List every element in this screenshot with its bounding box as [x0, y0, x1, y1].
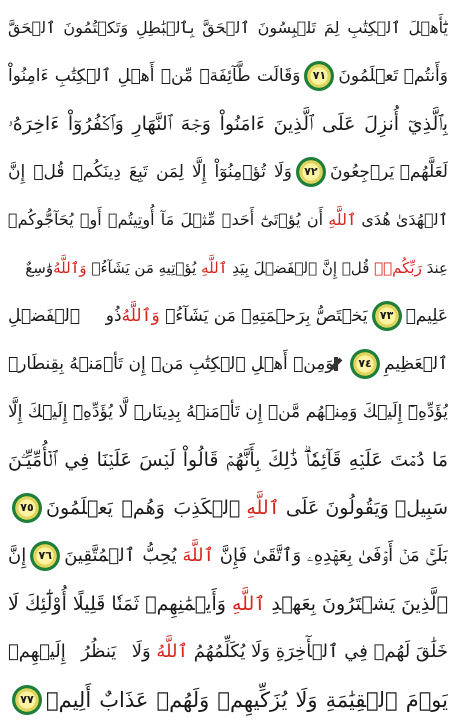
verse-text: يُؤَدِّهِۦٓ إِلَيۡكَ وَمِنۡهُم مَّنۡ إِن تَأۡمَنۡهُ بِدِينَارٖ لَّا يُؤَدِّهِۦٓ إِلَيۡكَ إِلَّا: [8, 402, 448, 422]
verse-text: بِٱلَّذِيٓ أُنزِلَ عَلَى ٱلَّذِينَ ءَامَنُواْ وَجۡهَ ٱلنَّهَارِ وَٱكۡفُرُوٓاْ ءَاخِرَهُۥ: [8, 113, 448, 135]
text-line-10: [8, 438, 448, 482]
verse-text: يَخۡتَصُّ بِرَحۡمَتِهِۦ مَن يَشَآءُۗ: [165, 306, 368, 326]
verse-text: يُحِبُّ ٱلۡمُتَّقِينَ: [64, 545, 177, 566]
text-line-8: [8, 342, 448, 386]
verse-text: ٱلۡعَظِيمِ: [384, 354, 448, 374]
verse-text: ذُو ٱلۡفَضۡلِ: [8, 306, 122, 326]
text-line-6: [8, 246, 448, 290]
verse-text: بَلَىٰۚ مَنۡ أَوۡفَىٰ بِعَهۡدِهِۦ وَٱتَّقَىٰ فَإِنَّ: [219, 545, 448, 566]
text-line-4: [8, 150, 448, 194]
verse-text: عِندَ: [426, 259, 448, 277]
verse-text: ٱلَّذِينَ يَشۡتَرُونَ بِعَهۡدِ: [271, 593, 448, 615]
verse-text: يُؤۡتِيهِ مَن يَشَآءُۗ: [91, 259, 197, 277]
text-line-14: [8, 630, 448, 674]
hizb-star-icon: [340, 355, 341, 373]
verse-text: قُلۡ إِنَّ ٱلۡفَضۡلَ بِيَدِ: [232, 259, 370, 277]
divine-name: ٱللَّهِ: [328, 210, 357, 229]
divine-name: وَٱللَّهُ: [121, 306, 160, 326]
divine-name: ٱللَّهِ: [231, 593, 266, 615]
verse-text: وَٰسِعٌ: [25, 259, 54, 277]
verse-text: وَأَنتُمۡ تَعۡلَمُونَ: [338, 66, 448, 86]
text-line-11: [8, 486, 448, 530]
text-line-9: [8, 390, 448, 434]
verse-text: أَن يُؤۡتَىٰٓ أَحَدٞ مِّثۡلَ مَآ أُوتِيتُمۡ أَوۡ يُحَآجُّوكُمۡ: [8, 210, 324, 229]
text-line-2: [8, 54, 448, 98]
ayah-number-marker: ٧٤: [350, 349, 380, 379]
divine-name: ٱللَّهُ: [156, 641, 189, 662]
text-line-13: [8, 582, 448, 626]
verse-text: وَقَالَت طَّآئِفَةٞ مِّنۡ أَهۡلِ ٱلۡكِتَٰبِ ءَامِنُواْ: [8, 66, 301, 86]
ayah-number-marker: ٧٢: [296, 157, 326, 187]
ayah-number-marker: ٧٣: [372, 301, 402, 331]
divine-name: ٱللَّهِ: [246, 497, 280, 519]
verse-text: وَلَا تُؤۡمِنُوٓاْ إِلَّا لِمَن تَبِعَ دِينَكُمۡ قُلۡ إِنَّ: [8, 162, 292, 182]
divine-name: ٱللَّهِ: [201, 259, 228, 277]
verse-text: عَلِيمٞ: [405, 306, 448, 326]
divine-name: ٱللَّهَ: [182, 545, 215, 566]
divine-name: وَٱللَّهُ: [53, 259, 87, 277]
text-line-12: [8, 534, 448, 578]
ayah-number-marker: ٧٥: [12, 493, 42, 523]
verse-text: ٱلۡهُدَىٰ هُدَى: [361, 210, 448, 229]
text-line-5: [8, 198, 448, 242]
verse-text: يَٰٓأَهۡلَ ٱلۡكِتَٰبِ لِمَ تَلۡبِسُونَ ٱلۡحَقَّ بِٱلۡبَٰطِلِ وَتَكۡتُمُونَ ٱلۡحَقَّ: [8, 18, 448, 37]
text-line-3: [8, 102, 448, 146]
text-line-7: [8, 294, 448, 338]
ayah-number-marker: ٧٦: [30, 541, 60, 571]
text-line-15: [8, 678, 448, 722]
divine-name: رَبِّكُمۡۗ: [374, 259, 422, 277]
ayah-number-marker: ٧٧: [12, 685, 42, 715]
verse-text: لَعَلَّهُمۡ يَرۡجِعُونَ: [329, 162, 448, 182]
verse-text: إِنَّ: [8, 545, 27, 566]
verse-text: خَلَٰقَ لَهُمۡ فِي ٱلۡأٓخِرَةِ وَلَا يُكَلِّمُهُمُ: [193, 641, 448, 662]
verse-text: وَمِنۡ أَهۡلِ ٱلۡكِتَٰبِ مَنۡ إِن تَأۡمَنۡهُ بِقِنطَارٖ: [8, 354, 334, 374]
text-line-1: [8, 6, 448, 50]
verse-text: وَأَيۡمَٰنِهِمۡ ثَمَنٗا قَلِيلًا أُوْلَٰٓئِكَ لَا: [8, 593, 226, 615]
verse-text: مَا دُمۡتَ عَلَيۡهِ قَآئِمٗاۗ ذَٰلِكَ بِأَنَّهُمۡ قَالُواْ لَيۡسَ عَلَيۡنَا فِي ٱلۡأُمِّيِّـۧنَ: [8, 449, 448, 471]
verse-text: سَبِيلٞ وَيَقُولُونَ عَلَى: [285, 497, 448, 519]
verse-text: يَوۡمَ ٱلۡقِيَٰمَةِ وَلَا يُزَكِّيهِمۡ وَلَهُمۡ عَذَابٌ أَلِيمٞ: [46, 688, 448, 712]
verse-text: وَلَا يَنظُرُ إِلَيۡهِمۡ: [8, 641, 151, 662]
ayah-number-marker: ٧١: [304, 61, 334, 91]
verse-text: ٱلۡكَذِبَ وَهُمۡ يَعۡلَمُونَ: [46, 497, 241, 519]
